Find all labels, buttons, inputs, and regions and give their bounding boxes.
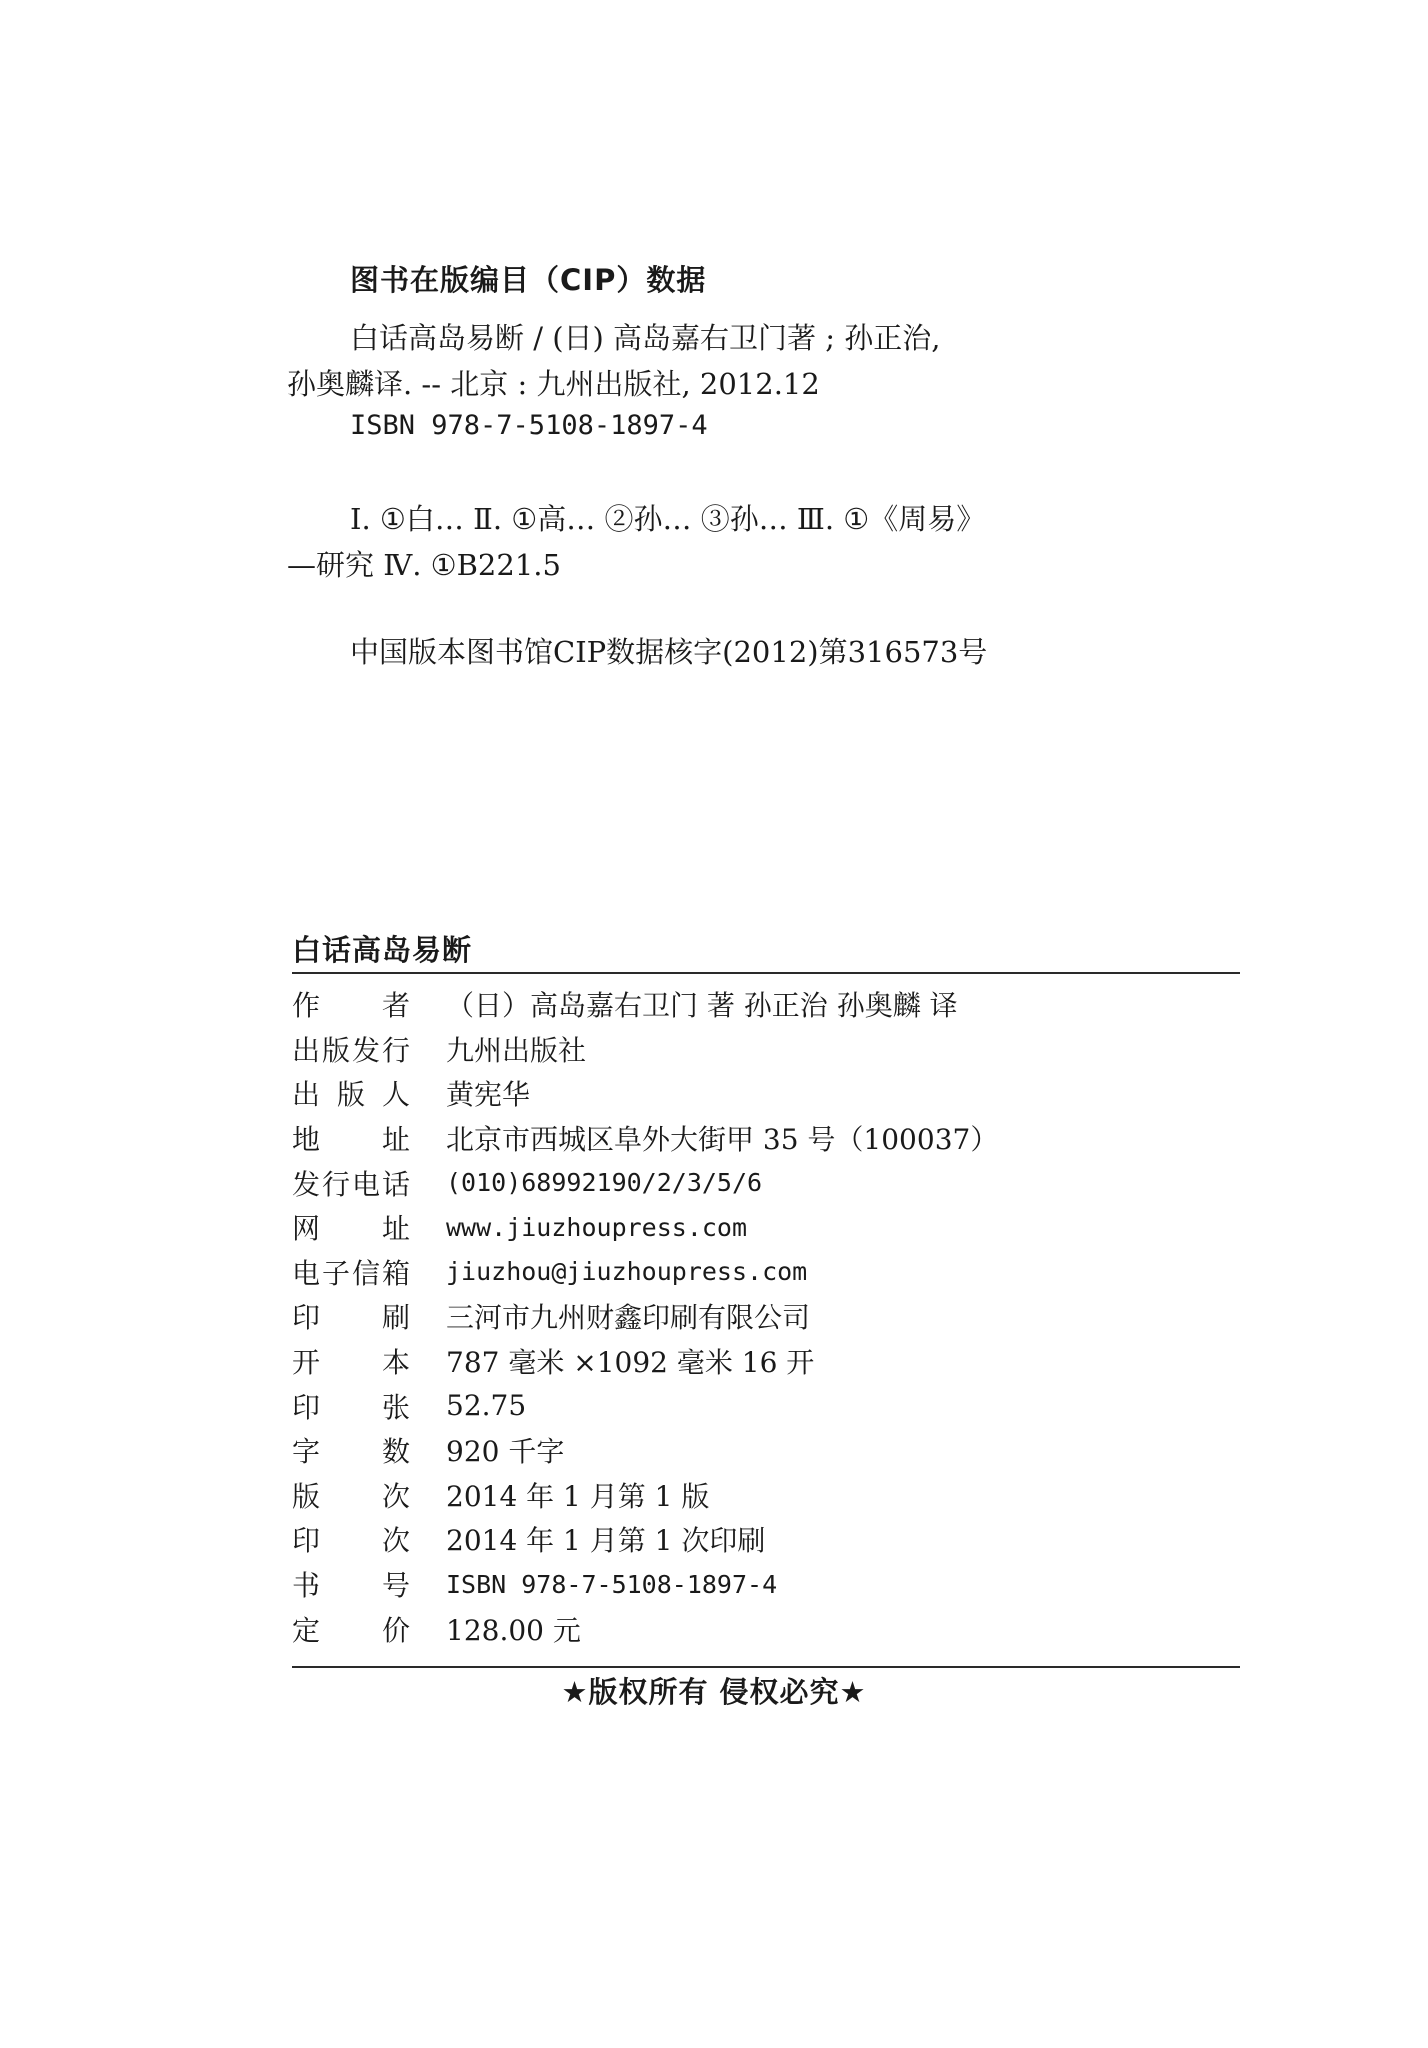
cip-entry-line-1: 白话高岛易断 / (日) 高岛嘉右卫门著 ; 孙正治,	[350, 321, 941, 355]
info-label: 印 刷	[292, 1301, 410, 1335]
info-value: 黄宪华	[446, 1078, 531, 1112]
info-row	[292, 1027, 1240, 1072]
info-value: 787 毫米 ×1092 毫米 16 开	[446, 1346, 815, 1380]
info-label: 定 价	[292, 1613, 410, 1647]
info-value: 2014 年 1 月第 1 版	[446, 1479, 710, 1513]
info-row	[292, 1383, 1240, 1428]
cip-verification-number: 中国版本图书馆CIP数据核字(2012)第316573号	[350, 635, 988, 669]
copyright-notice: ★版权所有 侵权必究★	[561, 1675, 867, 1709]
info-label: 版 次	[292, 1479, 410, 1513]
info-value: www.jiuzhoupress.com	[446, 1212, 748, 1242]
info-label: 作 者	[292, 989, 410, 1023]
info-row	[292, 1160, 1240, 1205]
info-label: 印 张	[292, 1390, 410, 1424]
info-value: 920 千字	[446, 1435, 565, 1469]
info-row	[292, 1116, 1240, 1161]
info-value: （日）高岛嘉右卫门 著 孙正治 孙奥麟 译	[446, 989, 958, 1023]
info-row	[292, 1339, 1240, 1384]
info-value: 三河市九州财鑫印刷有限公司	[446, 1301, 811, 1335]
info-row	[292, 1517, 1240, 1562]
info-row	[292, 1428, 1240, 1473]
info-value: jiuzhou@jiuzhoupress.com	[446, 1257, 808, 1287]
bottom-rule	[292, 1666, 1240, 1668]
info-label: 出 版 人	[292, 1078, 410, 1112]
info-label: 出 版 发 行	[292, 1033, 410, 1067]
info-label: 印 次	[292, 1524, 410, 1558]
info-row	[292, 1294, 1240, 1339]
cip-classification-line-2: —研究 Ⅳ. ①B221.5	[287, 548, 561, 582]
info-value: 北京市西城区阜外大街甲 35 号（100037）	[446, 1123, 999, 1157]
info-label: 网 址	[292, 1212, 410, 1246]
info-row	[292, 1250, 1240, 1295]
info-label: 发 行 电 话	[292, 1167, 410, 1201]
info-value: 九州出版社	[446, 1033, 587, 1067]
info-value: ISBN 978-7-5108-1897-4	[446, 1569, 778, 1599]
publication-info-table	[292, 982, 1240, 1651]
info-value: 128.00 元	[446, 1613, 581, 1647]
cip-classification-line-1: Ⅰ. ①白… Ⅱ. ①高… ②孙… ③孙… Ⅲ. ①《周易》	[350, 502, 986, 536]
info-label: 书 号	[292, 1569, 410, 1603]
info-row	[292, 982, 1240, 1027]
top-rule	[292, 972, 1240, 974]
info-value: 52.75	[446, 1389, 527, 1423]
info-label: 电 子 信 箱	[292, 1256, 410, 1290]
cip-heading: 图书在版编目（CIP）数据	[350, 263, 707, 297]
info-value: 2014 年 1 月第 1 次印刷	[446, 1524, 766, 1558]
info-row	[292, 1473, 1240, 1518]
info-label: 开 本	[292, 1346, 410, 1380]
cip-entry-line-2: 孙奥麟译. -- 北京 : 九州出版社, 2012.12	[287, 367, 820, 401]
info-row	[292, 1562, 1240, 1607]
info-row	[292, 1071, 1240, 1116]
book-title: 白话高岛易断	[292, 933, 473, 967]
cip-isbn: ISBN 978-7-5108-1897-4	[350, 410, 708, 441]
info-value: (010)68992190/2/3/5/6	[446, 1168, 763, 1198]
info-label: 字 数	[292, 1435, 410, 1469]
info-label: 地 址	[292, 1123, 410, 1157]
info-row	[292, 1606, 1240, 1651]
info-row	[292, 1205, 1240, 1250]
